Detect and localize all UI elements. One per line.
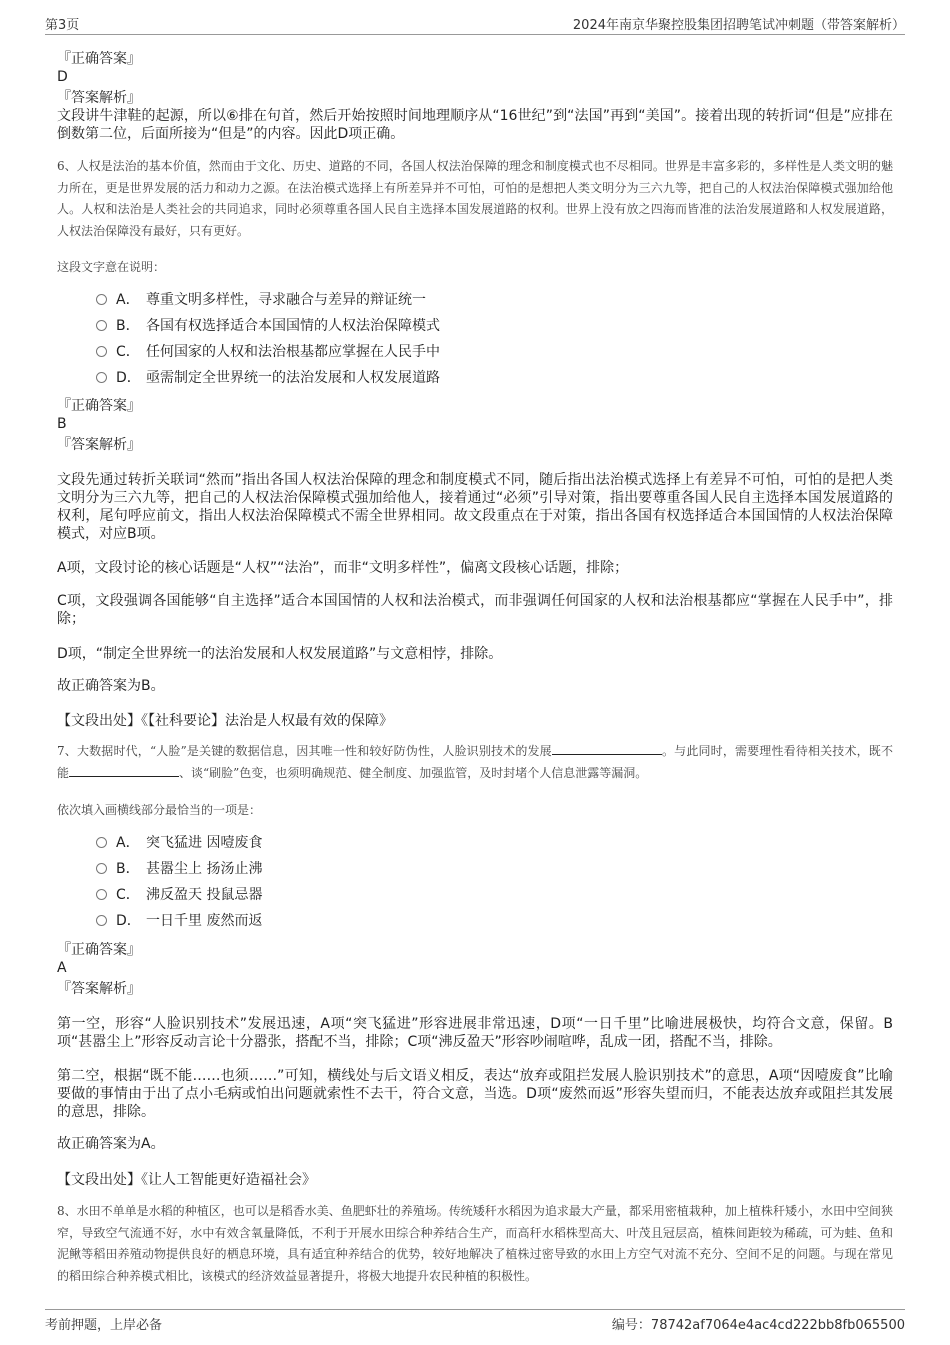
analysis-label: 『答案解析』 xyxy=(57,90,141,106)
radio-icon[interactable] xyxy=(96,837,107,848)
fill-blank xyxy=(552,742,662,755)
answer-value: B xyxy=(57,416,67,432)
analysis-label: 『答案解析』 xyxy=(57,437,141,453)
analysis-paragraph: C项，文段强调各国能够“自主选择”适合本国国情的人权和法治模式，而非强调任何国家的人权和法治根基都应“掌握在人民手中”，排除； xyxy=(57,593,893,627)
question-stem: 7、大数据时代，“人脸”是关键的数据信息，因其唯一性和较好防伪性，人脸识别技术的发展 。与此同时，需要理性看待相关技术，既不能 、谈“刷脸”色变，也须明确规范、健全制度、加强监管，及时封堵个人信息泄露等漏洞。 xyxy=(57,744,893,780)
analysis-label: 『答案解析』 xyxy=(57,981,141,997)
footer-slogan: 考前押题，上岸必备 xyxy=(45,1318,163,1333)
analysis-paragraph: 文段先通过转折关联词“然而”指出各国人权法治保障的理念和制度模式不同，随后指出法治模式选择上有差异不可怕，可怕的是把人类文明分为三六九等，把自己的人权法治保障模式强加给他人，接着通过“必须”引导对策，指出要尊重各国人民自主选择本国发展道路的权利，尾句呼应前文，指出人权法治保障模式不需全世界相同。故文段重点在于对策，指出各国有权选择适合本国国情的人权法治保障模式，对应B项。 xyxy=(57,472,893,542)
page-footer xyxy=(45,1309,905,1332)
analysis-paragraph: 第二空，根据“既不能……也须……”可知，横线处与后文语义相反，表达“放弃或阻拦发展人脸识别技术”的意思，A项“因噎废食”比喻要做的事情由于出了点小毛病或怕出问题就索性不去干，符合文意，当选。D项“废然而返”形容失望而归，不能表达放弃或阻拦其发展的意思，排除。 xyxy=(57,1068,893,1120)
answer-label: 『正确答案』 xyxy=(57,51,141,67)
option-c[interactable]: C． 沸反盈天 投鼠忌器 xyxy=(96,885,262,905)
radio-icon[interactable] xyxy=(96,346,107,357)
page-header xyxy=(45,12,905,35)
fill-blank xyxy=(69,764,179,777)
radio-icon[interactable] xyxy=(96,372,107,383)
answer-value: A xyxy=(57,960,67,976)
source-citation: 【文段出处】《【社科要论】法治是人权最有效的保障》 xyxy=(57,713,393,729)
option-b[interactable]: B． 甚嚣尘上 扬汤止沸 xyxy=(96,859,262,879)
analysis-text: 文段讲牛津鞋的起源，所以⑥排在句首，然后开始按照时间地理顺序从“16世纪”到“法国”再到“美国”。接着出现的转折词“但是”应排在倒数第二位，后面所接为“但是”的内容。因此D项正确。 xyxy=(57,108,893,142)
option-d[interactable]: D． 一日千里 废然而返 xyxy=(96,911,262,931)
radio-icon[interactable] xyxy=(96,915,107,926)
option-a[interactable]: A． 突飞猛进 因噎废食 xyxy=(96,833,262,853)
answer-label: 『正确答案』 xyxy=(57,942,141,958)
radio-icon[interactable] xyxy=(96,863,107,874)
page-number: 第3页 xyxy=(45,18,80,33)
source-citation: 【文段出处】《让人工智能更好造福社会》 xyxy=(57,1172,316,1188)
document-title: 2024年南京华聚控股集团招聘笔试冲刺题（带答案解析） xyxy=(572,18,905,33)
option-c[interactable]: C． 任何国家的人权和法治根基都应掌握在人民手中 xyxy=(96,342,440,362)
option-a[interactable]: A． 尊重文明多样性，寻求融合与差异的辩证统一 xyxy=(96,290,426,310)
analysis-paragraph: 第一空，形容“人脸识别技术”发展迅速，A项“突飞猛进”形容进展非常迅速，D项“一日千里”比喻进展极快，均符合文意，保留。B项“甚嚣尘上”形容反动言论十分嚣张，搭配不当，排除；C项“沸反盈天”形容吵闹喧哗，乱成一团，搭配不当，排除。 xyxy=(57,1016,893,1050)
answer-value: D xyxy=(57,69,68,85)
analysis-paragraph: 故正确答案为B。 xyxy=(57,678,165,694)
analysis-paragraph: 故正确答案为A。 xyxy=(57,1136,165,1152)
option-d[interactable]: D． 亟需制定全世界统一的法治发展和人权发展道路 xyxy=(96,368,440,388)
radio-icon[interactable] xyxy=(96,889,107,900)
answer-label: 『正确答案』 xyxy=(57,398,141,414)
option-b[interactable]: B． 各国有权选择适合本国国情的人权法治保障模式 xyxy=(96,316,440,336)
question-stem: 8、水田不单单是水稻的种植区，也可以是稻香水美、鱼肥虾壮的养殖场。传统矮秆水稻因为追求最大产量，都采用密植栽种，加上植株秆矮小，水田中空间狭窄，导致空气流通不好，水中有效含氧量降低，不利于开展水田综合种养结合生产，而高秆水稻株型高大、叶茂且冠层高，植株间距较为稀疏，可为蛙、鱼和泥鳅等稻田养殖动物提供良好的栖息环境，具有适宜种养结合的优势，较好地解决了植株过密导致的水田上方空气对流不充分、空间不足的问题。与现在常见的稻田综合种养模式相比，该模式的经济效益显著提升，将极大地提升农民种植的积极性。 xyxy=(57,1204,893,1283)
analysis-paragraph: D项，“制定全世界统一的法治发展和人权发展道路”与文意相悖，排除。 xyxy=(57,646,503,662)
document-id: 编号：78742af7064e4ac4cd222bb8fb065500 xyxy=(611,1318,905,1333)
question-prompt: 这段文字意在说明： xyxy=(57,260,166,274)
radio-icon[interactable] xyxy=(96,294,107,305)
question-prompt: 依次填入画横线部分最恰当的一项是： xyxy=(57,803,262,817)
question-stem: 6、人权是法治的基本价值，然而由于文化、历史、道路的不同，各国人权法治保障的理念和制度模式也不尽相同。世界是丰富多彩的，多样性是人类文明的魅力所在，更是世界发展的活力和动力之源。在法治模式选择上有所差异并不可怕，可怕的是想把人类文明分为三六九等，把自己的人权法治保障模式强加给他人。人权和法治是人类社会的共同追求，同时必须尊重各国人民自主选择本国发展道路的权利。世界上没有放之四海而皆准的法治发展道路和人权发展道路，人权法治保障没有最好，只有更好。 xyxy=(57,159,893,238)
radio-icon[interactable] xyxy=(96,320,107,331)
analysis-paragraph: A项，文段讨论的核心话题是“人权”“法治”，而非“文明多样性”，偏离文段核心话题，排除； xyxy=(57,560,629,576)
